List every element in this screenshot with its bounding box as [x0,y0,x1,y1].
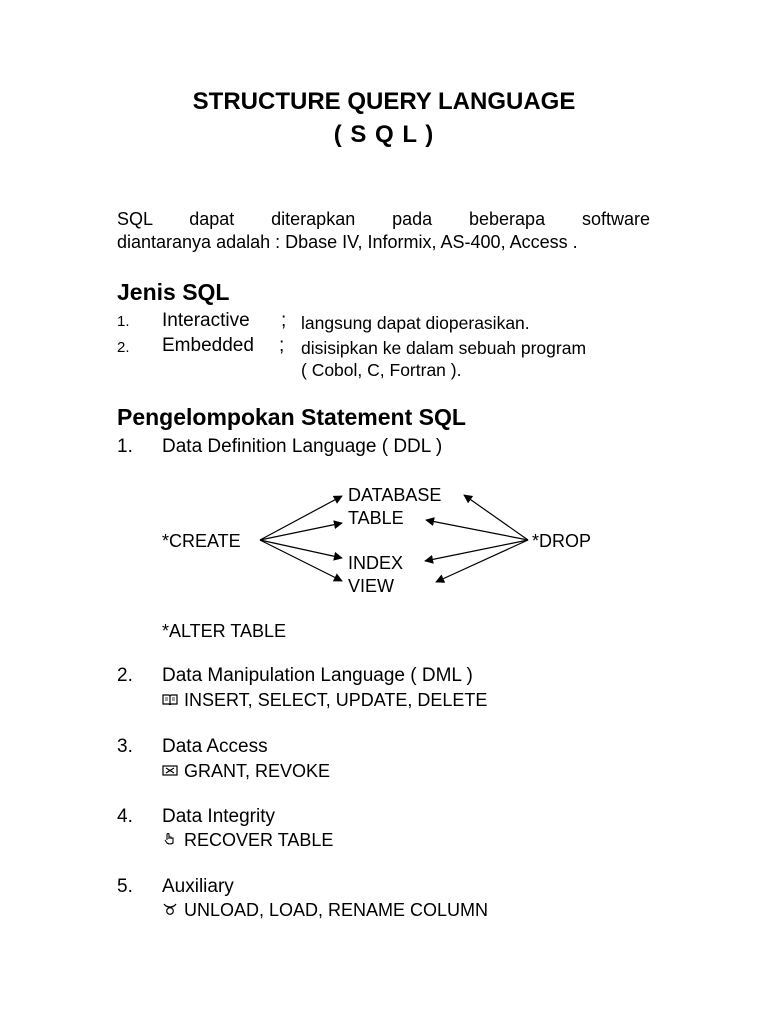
jenis-heading: Jenis SQL [117,279,230,305]
book-icon [162,693,178,708]
group-1-label: Data Definition Language ( DDL ) [162,436,443,457]
alter-table-label: *ALTER TABLE [162,621,287,641]
target-table: TABLE [348,508,404,528]
group-2-number: 2. [117,665,133,686]
pengelompokan-heading: Pengelompokan Statement SQL [117,404,466,430]
target-index: INDEX [348,553,404,573]
jenis-item-2-separator: ; [279,335,285,356]
target-view: VIEW [348,576,395,596]
group-5-detail-row [162,900,488,921]
jenis-item-1-name: Interactive [162,310,250,331]
drop-label: *DROP [532,531,592,551]
intro-line-1: SQL dapat diterapkan pada beberapa software [117,209,650,229]
group-3-number: 3. [117,736,133,757]
page-title: STRUCTURE QUERY LANGUAGE [192,88,576,115]
jenis-item-2-description: disisipkan ke dalam sebuah program [301,338,587,358]
group-4-detail: RECOVER TABLE [184,830,334,850]
group-3-detail-row [162,761,330,782]
jenis-item-1-number: 1. [117,313,130,330]
jenis-item-2-name: Embedded [162,335,254,356]
target-database: DATABASE [348,485,442,505]
page-subtitle: ( S Q L ) [333,121,435,148]
arrow-drop-index [425,540,528,561]
arrow-drop-table [426,520,528,540]
arrow-create-index [260,540,342,558]
group-3-label: Data Access [162,736,268,757]
key-icon [162,764,178,779]
jenis-item-2-number: 2. [117,339,130,356]
group-5-label: Auxiliary [162,876,234,897]
group-5-detail: UNLOAD, LOAD, RENAME COLUMN [184,900,489,920]
group-5-number: 5. [117,876,133,897]
arrow-create-database [260,496,342,540]
group-1-number: 1. [117,436,133,457]
group-4-label: Data Integrity [162,806,275,827]
arrow-create-table [260,523,342,540]
group-4-detail-row [162,830,333,851]
intro-line-2: diantaranya adalah : Dbase IV, Informix, AS-400, Access . [117,232,578,252]
jenis-item-2-description-cont: ( Cobol, C, Fortran ). [301,360,462,380]
group-2-detail: INSERT, SELECT, UPDATE, DELETE [184,690,488,710]
arrow-create-view [260,540,342,581]
jenis-item-1-separator: ; [281,310,287,331]
group-4-number: 4. [117,806,133,827]
arrow-drop-view [436,540,528,582]
group-3-detail: GRANT, REVOKE [184,761,331,781]
pointing-hand-icon [162,833,178,848]
group-2-label: Data Manipulation Language ( DML ) [162,665,473,686]
taurus-icon [162,903,178,918]
create-label: *CREATE [162,531,241,551]
group-2-detail-row [162,690,487,711]
jenis-item-1-description: langsung dapat dioperasikan. [301,313,530,333]
